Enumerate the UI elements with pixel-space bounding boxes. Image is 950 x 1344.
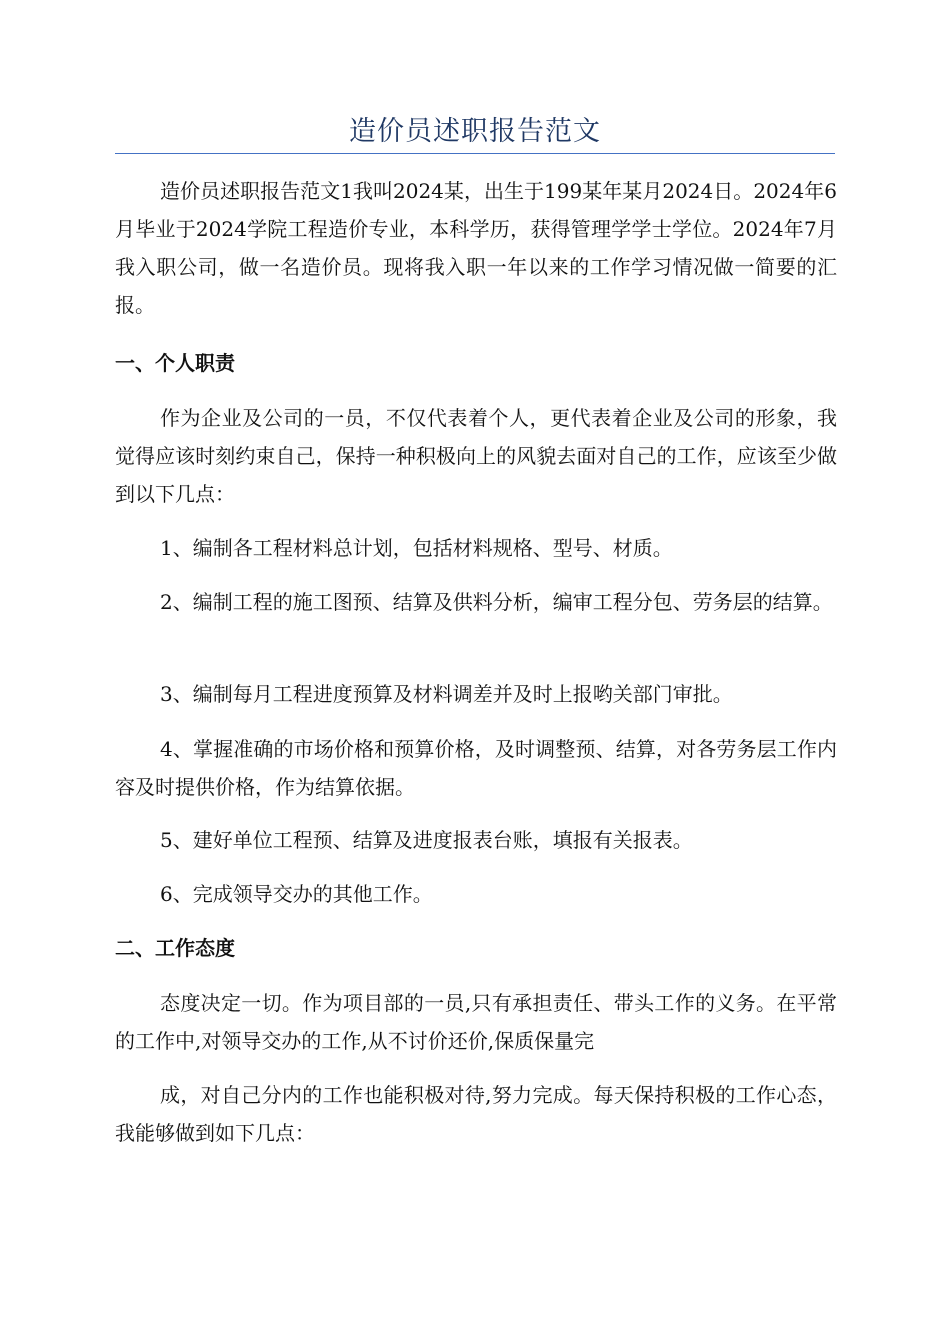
section-2-paragraph-1: 态度决定一切。作为项目部的一员,只有承担责任、带头工作的义务。在平常的工作中,对领导交办的工作,从不讨价还价,保质保量完 [115, 991, 837, 1053]
title-underline [115, 153, 835, 154]
document-title: 造价员述职报告范文 [349, 116, 601, 147]
section-1-heading: 一、个人职责 [115, 351, 235, 375]
section-2-paragraph-2: 成，对自己分内的工作也能积极对待,努力完成。每天保持积极的工作心态，我能够做到如下几点： [115, 1083, 837, 1145]
section-1-lead-paragraph: 作为企业及公司的一员，不仅代表着个人，更代表着企业及公司的形象，我觉得应该时刻约束自己，保持一种积极向上的风貌去面对自己的工作，应该至少做到以下几点： [115, 406, 837, 506]
list-item: 2、编制工程的施工图预、结算及供料分析，编审工程分包、劳务层的结算。 [160, 590, 833, 614]
section-2-heading: 二、工作态度 [115, 936, 235, 960]
list-item: 3、编制每月工程进度预算及材料调差并及时上报哟关部门审批。 [160, 682, 733, 706]
list-item: 1、编制各工程材料总计划，包括材料规格、型号、材质。 [160, 536, 673, 560]
list-item: 6、完成领导交办的其他工作。 [160, 882, 433, 906]
list-item: 4、掌握准确的市场价格和预算价格，及时调整预、结算，对各劳务层工作内容及时提供价格，作为结算依据。 [115, 737, 837, 799]
list-item: 5、建好单位工程预、结算及进度报表台账，填报有关报表。 [160, 828, 693, 852]
intro-paragraph: 造价员述职报告范文1我叫2024某，出生于199某年某月2024日。2024年6月毕业于2024学院工程造价专业，本科学历，获得管理学学士学位。2024年7月我入职公司，做一名造价员。现将我入职一年以来的工作学习情况做一简要的汇报。 [115, 179, 837, 317]
